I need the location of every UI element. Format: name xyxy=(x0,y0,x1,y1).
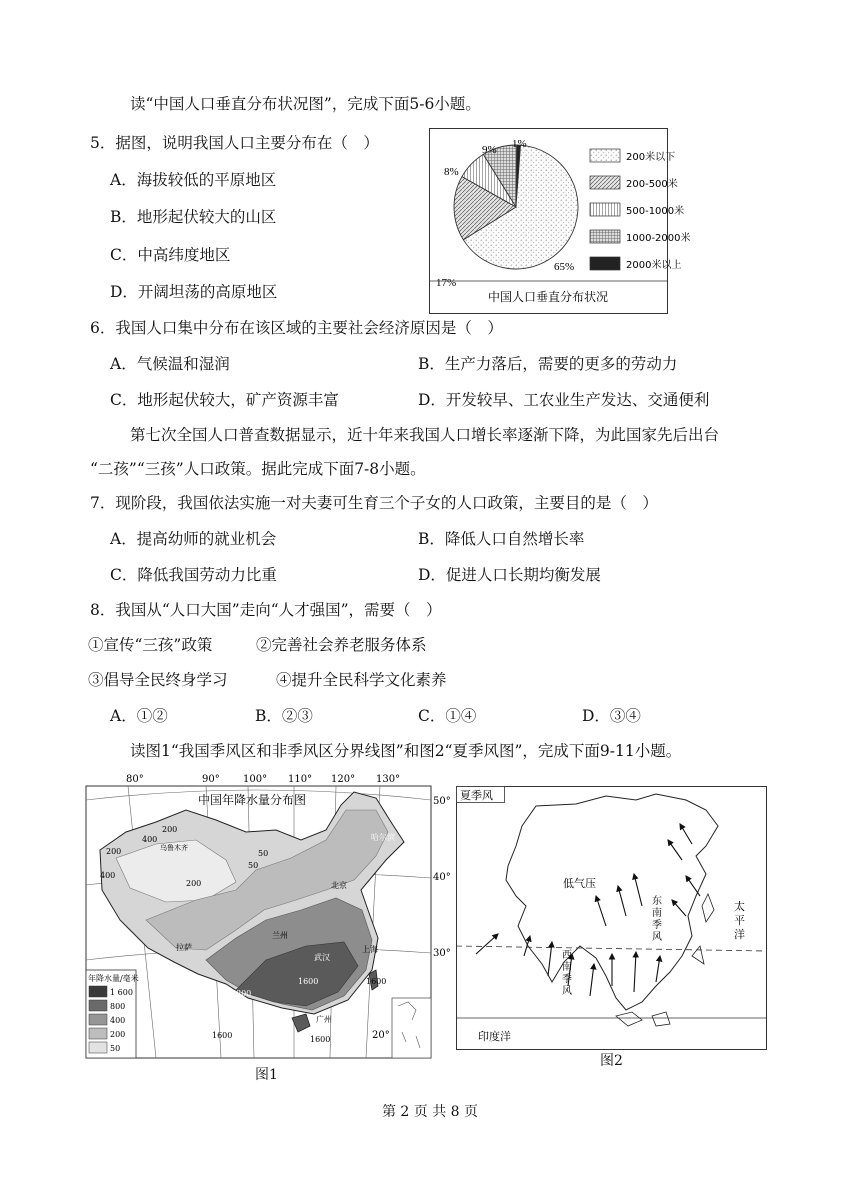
pie-legend-label-2: 500-1000米 xyxy=(626,206,685,217)
pie-legend-label-3: 1000-2000米 xyxy=(626,233,691,244)
map1-iso-11: 50 xyxy=(258,849,269,858)
map1-iso-1: 200 xyxy=(162,825,178,834)
map1-legend-value-4: 50 xyxy=(110,1044,121,1053)
map2-label-low-pressure: 低气压 xyxy=(563,877,596,890)
map1-lon-130: 130° xyxy=(376,774,401,785)
intro-7-8-line2: “二孩”“三孩”人口政策。据此完成下面7-8小题。 xyxy=(90,460,426,478)
map1-iso-2: 400 xyxy=(142,835,158,844)
q6-option-d: D．开发较早、工农业生产发达、交通便利 xyxy=(418,391,710,409)
map1-svg xyxy=(86,770,450,1058)
pie-label-17: 17% xyxy=(436,277,457,289)
pie-legend-swatch-1 xyxy=(590,176,620,189)
pie-legend-label-1: 200-500米 xyxy=(626,179,678,190)
map2-title: 夏季风 xyxy=(460,789,493,802)
map1-lon-80: 80° xyxy=(126,774,144,785)
map1-iso-7: 1600 xyxy=(298,977,319,986)
map1-place-lanzhou: 兰州 xyxy=(272,931,288,940)
q6-option-c: C．地形起伏较大，矿产资源丰富 xyxy=(110,391,339,409)
q5-option-d: D．开阔坦荡的高原地区 xyxy=(110,283,278,301)
map1-place-guangzhou: 广州 xyxy=(316,1015,332,1024)
q7-option-c: C．降低我国劳动力比重 xyxy=(110,566,277,584)
q8-item-4: ④提升全民科学文化素养 xyxy=(276,671,447,689)
pie-legend-swatch-2 xyxy=(590,203,620,216)
map1-legend-swatch-3 xyxy=(89,1028,107,1039)
population-vertical-distribution-chart xyxy=(429,128,691,314)
map1-place-beijing: 北京 xyxy=(331,881,347,890)
q8-option-c: C．①④ xyxy=(418,707,477,725)
pie-legend-swatch-0 xyxy=(590,149,620,162)
pie-legend xyxy=(590,149,691,271)
map1-place-urumqi: 乌鲁木齐 xyxy=(160,844,188,852)
map1-iso-3: 50 xyxy=(248,861,259,870)
pie-legend-label-4: 2000米以上 xyxy=(626,260,682,271)
summer-monsoon-map xyxy=(456,786,767,1050)
q5-option-a: A．海拔较低的平原地区 xyxy=(110,171,277,189)
map1-place-harbin: 哈尔滨 xyxy=(371,833,395,842)
q7-option-d: D．促进人口长期均衡发展 xyxy=(418,566,601,584)
q8-item-1: ①宣传“三孩”政策 xyxy=(88,636,213,654)
intro-7-8-line1: 第七次全国人口普查数据显示，近十年来我国人口增长率逐渐下降，为此国家先后出台 xyxy=(130,426,720,444)
pie-legend-swatch-4 xyxy=(590,257,620,270)
map1-legend-swatch-2 xyxy=(89,1014,107,1025)
q8-item-3: ③倡导全民终身学习 xyxy=(88,671,228,689)
intro-5-6: 读“中国人口垂直分布状况图”，完成下面5-6小题。 xyxy=(130,95,481,113)
q5-option-b: B．地形起伏较大的山区 xyxy=(110,208,277,226)
pie-title: 中国人口垂直分布状况 xyxy=(487,290,609,304)
map2-label-southeast-monsoon: 东南季风 xyxy=(652,896,662,943)
map1-lon-90: 90° xyxy=(202,774,220,785)
q5-option-c: C．中高纬度地区 xyxy=(110,246,231,264)
map2-label-indian-ocean: 印度洋 xyxy=(478,1030,511,1043)
map1-legend-value-0: 1 600 xyxy=(110,988,133,997)
q6-option-b: B．生产力落后，需要的更多的劳动力 xyxy=(418,355,678,373)
map1-legend-swatch-4 xyxy=(89,1042,107,1053)
pie-label-65: 65% xyxy=(554,261,575,273)
q7-option-b: B．降低人口自然增长率 xyxy=(418,530,585,548)
q7-option-a: A．提高幼师的就业机会 xyxy=(110,530,277,548)
page-footer: 第 2 页 共 8 页 xyxy=(381,1104,479,1120)
map1-iso-9: 1600 xyxy=(212,1031,233,1040)
map1-lat-20: 20° xyxy=(372,1030,390,1041)
map1-legend-title: 年降水量/毫米 xyxy=(88,974,139,983)
figure-1-caption: 图1 xyxy=(255,1067,278,1083)
question-5-stem: 5．据图，说明我国人口主要分布在（ ） xyxy=(90,134,379,152)
figure-2-caption: 图2 xyxy=(600,1053,623,1069)
map1-iso-4: 200 xyxy=(106,847,122,856)
map1-iso-12: 200 xyxy=(186,879,202,888)
map2-svg xyxy=(456,786,767,1050)
map1-iso-6: 800 xyxy=(236,989,252,998)
pie-label-1: 1% xyxy=(512,138,527,150)
map1-legend-swatch-0 xyxy=(89,986,107,997)
map1-place-kunming: 昆明 xyxy=(232,1003,248,1012)
map1-lon-110: 110° xyxy=(288,774,313,785)
map1-legend-swatch-1 xyxy=(89,1000,107,1011)
map1-lat-30: 30° xyxy=(433,948,451,959)
map2-label-southwest-monsoon: 西南季风 xyxy=(562,950,572,997)
pie-slices xyxy=(454,145,578,269)
question-7-stem: 7．现阶段，我国依法实施一对夫妻可生育三个子女的人口政策，主要目的是（ ） xyxy=(90,494,658,512)
pie-label-8: 8% xyxy=(444,166,459,178)
q8-option-d: D．③④ xyxy=(582,707,641,725)
q8-item-2: ②完善社会养老服务体系 xyxy=(256,636,427,654)
intro-9-11: 读图1“我国季风区和非季风区分界线图”和图2“夏季风图”，完成下面9-11小题。 xyxy=(130,742,682,760)
map1-iso-8: 1600 xyxy=(366,977,387,986)
map1-iso-10: 1600 xyxy=(310,1035,331,1044)
map1-legend-value-1: 800 xyxy=(110,1002,126,1011)
map1-iso-5: 400 xyxy=(100,871,116,880)
question-6-stem: 6．我国人口集中分布在该区域的主要社会经济原因是（ ） xyxy=(90,319,503,337)
china-precipitation-map xyxy=(86,770,450,1058)
q6-option-a: A．气候温和湿润 xyxy=(110,355,230,373)
map2-label-pacific: 太平洋 xyxy=(734,900,745,941)
map1-lat-40: 40° xyxy=(433,872,451,883)
pie-legend-swatch-3 xyxy=(590,230,620,243)
q8-option-a: A．①② xyxy=(110,707,168,725)
map1-place-wuhan: 武汉 xyxy=(314,953,330,962)
pie-label-9: 9% xyxy=(482,144,497,156)
map1-legend-value-2: 400 xyxy=(110,1016,126,1025)
map1-lat-50: 50° xyxy=(433,796,451,807)
map1-place-shanghai: 上海 xyxy=(362,945,378,954)
q8-option-b: B．②③ xyxy=(255,707,313,725)
pie-chart-svg xyxy=(430,129,691,313)
pie-legend-label-0: 200米以下 xyxy=(626,152,676,163)
map1-title: 中国年降水量分布图 xyxy=(198,793,307,807)
map1-legend-value-3: 200 xyxy=(110,1030,126,1039)
question-8-stem: 8．我国从“人口大国”走向“人才强国”，需要（ ） xyxy=(90,601,442,619)
map1-lon-100: 100° xyxy=(243,774,268,785)
map1-lon-120: 120° xyxy=(331,774,356,785)
map1-place-lhasa: 拉萨 xyxy=(176,943,192,952)
